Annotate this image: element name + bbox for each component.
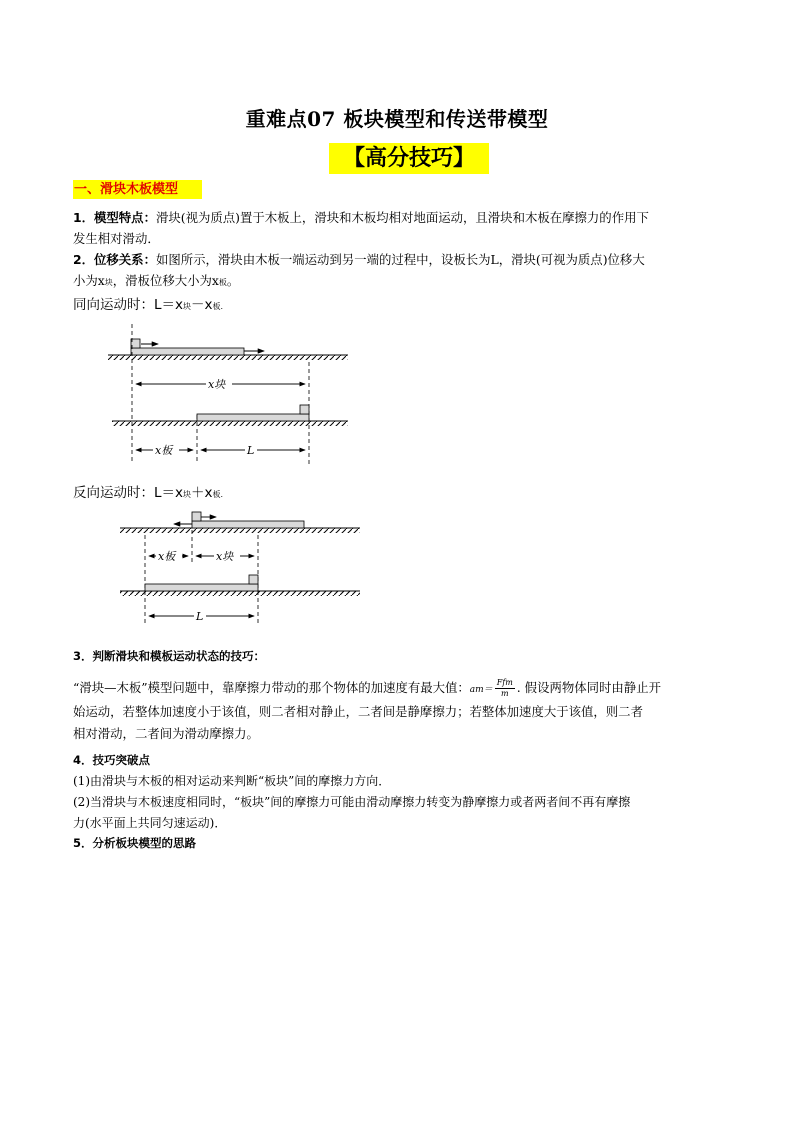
fig1-x-board: x板 xyxy=(155,444,173,457)
p3-line3: 相对滑动，二者间为滑动摩擦力。 xyxy=(73,726,259,741)
board-start xyxy=(131,348,244,355)
p3-line1-b: . 假设两物体同时由静止开 xyxy=(516,680,661,695)
p2-text: 如图所示，滑块由木板一端运动到另一端的过程中，设板长为L，滑块(可视为质点)位移大 xyxy=(155,252,645,267)
fig1-L: L xyxy=(247,444,255,457)
p2-cont-c: 。 xyxy=(226,273,240,288)
p2-sub-kuai: 块 xyxy=(104,278,113,287)
opposite-direction-line xyxy=(73,481,223,501)
paragraph-2 xyxy=(73,249,725,293)
p4-item2-cont: 力(水平面上共同匀速运动)． xyxy=(73,816,227,830)
p3-line2: 始运动，若整体加速度小于该值，则二者相对静止，二者间是静摩擦力；若整体加速度大于该值，则二者 xyxy=(73,704,643,719)
paragraph-3 xyxy=(73,677,725,745)
opp-dir-suffix: . xyxy=(220,490,224,499)
section-banner: 【高分技巧】 xyxy=(329,143,489,174)
p4-label: 4．技巧突破点 xyxy=(73,753,151,767)
opp-dir-sub2: 板 xyxy=(212,490,221,499)
same-direction-line xyxy=(73,293,223,313)
ground-bottom xyxy=(112,421,348,426)
p4-item2: (2)当滑块与木板速度相同时，“板块”间的摩擦力可能由滑动摩擦力转变为静摩擦力或者两者间不再有摩擦 xyxy=(73,795,631,809)
p2-cont-b: ，滑板位移大小为x xyxy=(112,273,219,288)
fig1-x-block: x块 xyxy=(208,378,226,391)
fig2-x-block: x块 xyxy=(216,550,234,563)
ground-top-2 xyxy=(120,528,360,533)
p3-line1-a: “滑块—木板”模型问题中，靠摩擦力带动的那个物体的加速度有最大值： xyxy=(73,680,470,695)
block-end xyxy=(300,405,309,414)
same-dir-sub1: 块 xyxy=(183,302,192,311)
same-dir-mid: －x xyxy=(191,297,213,313)
p4-item1: (1)由滑块与木板的相对运动来判断“板块”间的摩擦力方向． xyxy=(73,774,391,788)
figure-same-direction xyxy=(100,320,360,470)
figure-opposite-direction xyxy=(112,505,372,630)
board-end xyxy=(197,414,309,421)
fig2-L: L xyxy=(196,610,204,623)
formula-lhs: am＝ xyxy=(469,685,493,695)
same-dir-prefix: 同向运动时：L＝x xyxy=(73,297,184,313)
block-end-2 xyxy=(249,575,258,584)
paragraph-1 xyxy=(73,207,725,249)
p1-label: 1．模型特点： xyxy=(73,210,156,225)
formula-denominator: m xyxy=(500,689,509,698)
p2-cont-a: 小为x xyxy=(73,273,105,288)
opp-dir-prefix: 反向运动时：L＝x xyxy=(73,485,184,501)
paragraph-4 xyxy=(73,771,725,834)
p5-label: 5．分析板块模型的思路 xyxy=(73,836,197,850)
same-dir-suffix: . xyxy=(220,302,224,311)
p1-cont: 发生相对滑动． xyxy=(73,231,160,246)
section-heading: 一、滑块木板模型 xyxy=(73,180,202,199)
page-title: 重难点07 板块模型和传送带模型 xyxy=(245,107,549,131)
ground-top xyxy=(108,355,348,360)
p2-sub-ban: 板 xyxy=(218,278,227,287)
opp-dir-mid: ＋x xyxy=(191,485,213,501)
fig2-x-board: x板 xyxy=(158,550,176,563)
p1-text: 滑块(视为质点)置于木板上，滑块和木板均相对地面运动，且滑块和木板在摩擦力的作用下 xyxy=(155,210,649,225)
formula-fraction xyxy=(495,678,515,699)
opp-dir-sub1: 块 xyxy=(183,490,192,499)
p2-label: 2．位移关系： xyxy=(73,252,156,267)
board-end-2 xyxy=(145,584,258,591)
formula-numerator: Ffm xyxy=(496,678,513,687)
same-dir-sub2: 板 xyxy=(212,302,221,311)
block-start-2 xyxy=(192,512,201,521)
ground-bottom-2 xyxy=(120,591,360,596)
board-start-2 xyxy=(192,521,304,528)
p3-label: 3．判断滑块和模板运动状态的技巧： xyxy=(73,649,265,663)
